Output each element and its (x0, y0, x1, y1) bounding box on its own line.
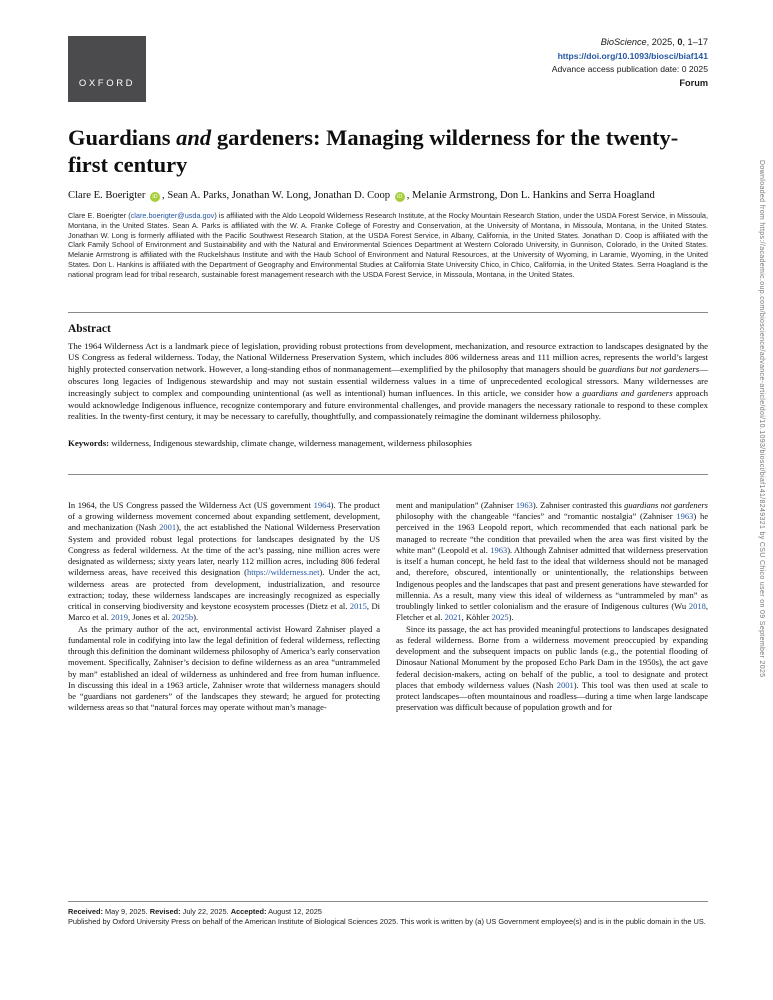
text-segment: , Fletcher et al. (396, 601, 708, 623)
history-line (68, 907, 708, 917)
text-segment: ), the act established the National Wilderness Preservation System and provided robust legal protections for landscapes designated by the US Congress as federal wilderness. At the time of the act’s passing, nine million acres were designated as wilderness; sixty years later, nearly 112 million acres, including 806 federal wilderness areas, have received this designation ( (68, 522, 380, 578)
inline-link[interactable]: 1963 (676, 511, 694, 522)
text-segment: , Jones et al. (127, 612, 172, 623)
page-content (68, 36, 708, 852)
text-segment: Clare E. Boerigter ( (68, 211, 131, 220)
text-segment: In 1964, the US Congress passed the Wilderness Act (US government (68, 499, 314, 510)
keywords-label: Keywords: (68, 438, 110, 449)
article-title (68, 124, 708, 178)
header (68, 36, 708, 102)
oxford-logo (68, 36, 146, 102)
body-columns (68, 500, 708, 852)
text-segment: Revised: (149, 907, 181, 916)
text-segment: ). (508, 612, 514, 623)
orcid-icon-label: iD (397, 194, 403, 200)
text-segment: ). (193, 612, 199, 623)
inline-link[interactable]: 2001 (556, 679, 574, 690)
text-segment: approach would acknowledge Indigenous influence, recognize contemporary and future environmental challenges, and provide managers the necessary rationale to respond to these complex realities. In the twenty-first century, it may be necessary to carefully, thoughtfully, and compassionately reimagine the dominant wilderness philosophy. (68, 387, 709, 422)
text-segment: ). Although Zahniser admitted that wilderness preservation is itself a human concept, he held fast to the ideal that wilderness should not be managed and, therefore, obscured, intentionally or unintentionally, the relationships between Indigenous peoples and the landscapes that past and present generations have stewarded for millennia. As a result, many view this ideal of wilderness as “untrammeled by man” as troublingly linked to settler colonialism and the erasure of Indigenous cultures (Wu (396, 544, 708, 612)
inline-link[interactable]: 2019 (110, 612, 128, 623)
inline-link[interactable]: 2018 (688, 601, 706, 612)
text-segment: and (176, 125, 212, 150)
inline-link[interactable]: 2001 (159, 522, 177, 533)
affiliations (68, 211, 708, 280)
footer (68, 901, 708, 927)
text-segment: ). This tool was then used at scale to protect landscapes—often mountainous and roadless—during a time when large landscape preservation was difficult because of population growth and for (396, 679, 708, 713)
text-segment: August 12, 2025 (266, 907, 322, 916)
text-segment: 0 (677, 37, 683, 47)
keywords-text: wilderness, Indigenous stewardship, climate change, wilderness management, wilderness philosophies (109, 438, 472, 449)
text-segment: Received: (68, 907, 103, 916)
text-segment: ) he perceived in the 1963 Leopold report, which recommended that each national park be managed to recreate “the condition that prevailed when the area was first visited by the white man” (Leopold et al. (396, 511, 708, 555)
authors-line (68, 190, 708, 202)
body-column-right (396, 500, 708, 852)
oxford-logo-text: OXFORD (78, 78, 136, 89)
text-segment: BioScience (600, 37, 647, 47)
text-segment: The 1964 Wilderness Act is a landmark piece of legislation, providing robust protections from development, mechanization, and resource extraction to landscapes designated by the US Congress as federal wilderness. Today, the National Wilderness Preservation System, which includes 806 wilderness areas and 111 million acres, represents the world’s largest highly protected conservation network. However, a long-standing ethos of nonmanagement—exemplified by the philosophy that managers should be (68, 340, 708, 375)
inline-link[interactable]: 2025b (171, 612, 194, 623)
abstract-text (68, 341, 708, 424)
journal-citation (552, 36, 708, 50)
body-paragraph (396, 500, 708, 624)
inline-link[interactable]: 1963 (515, 499, 533, 510)
body-paragraph (68, 624, 380, 714)
text-segment: , Di Marco et al. (68, 601, 380, 623)
text-segment: Guardians (68, 125, 177, 150)
inline-link[interactable]: clare.boerigter@usda.gov (130, 211, 215, 220)
download-watermark: Downloaded from https://academic.oup.com/bioscience/advance-article/doi/10.1093/biosci/biaf141/8249321 by CSU Chico user on 09 September 2025 (758, 160, 765, 678)
text-segment: ). Zahniser contrasted this (532, 499, 625, 510)
author-names: , Melanie Armstrong, Don L. Hankins and Serra Hoagland (406, 190, 655, 201)
inline-link[interactable]: 2015 (349, 601, 367, 612)
body-paragraph (396, 624, 708, 714)
text-segment: —obscures long legacies of Indigenous stewardship and may not sustain essential wilderness values in a time of unprecedented ecological stressors. Many wildernesses are increasingly subject to complex and compounding unintentional (as well as intentional) human influences. In this article, we consider how a (68, 364, 709, 398)
text-segment: gardeners: Managing wilderness for the twenty-first century (68, 125, 679, 177)
keywords-line (68, 438, 708, 450)
text-segment: Since its passage, the act has provided meaningful protections to landscapes designated as federal wilderness. Borne from a wilderness movement preoccupied by expanding development and the subsequent impacts on public lands (e.g., the potential flooding of Dinosaur National Monument by the proposed Echo Park Dam in the 1950s), the act gave federal decision-makers, acting on behalf of the public, a tool to designate and protect places that embody wilderness values (Nash (396, 623, 708, 690)
orcid-icon[interactable] (395, 192, 405, 202)
inline-link[interactable]: 2025 (491, 612, 509, 623)
abstract-heading: Abstract (68, 322, 111, 335)
text-segment: guardians and gardeners (582, 387, 673, 398)
publisher-line: Published by Oxford University Press on behalf of the American Institute of Biological Sciences 2025. This work is written by (a) US Government employee(s) and is in the public domain in the US. (68, 917, 706, 926)
text-segment: ). Under the act, wilderness areas are protected from development, industrialization, and resource extraction; today, these wilderness landscapes are increasingly recognized as especially critical in conserving biodiversity and keystone ecosystem processes (Dietz et al. (68, 567, 380, 612)
body-column-left (68, 500, 380, 852)
inline-link[interactable]: https://wilderness.net (246, 567, 320, 578)
doi-link[interactable]: https://doi.org/10.1093/biosci/biaf141 (557, 50, 708, 61)
text-segment: , 1–17 (682, 37, 708, 47)
abstract-section (68, 312, 708, 475)
inline-link[interactable]: 1963 (490, 544, 508, 555)
text-segment: ). The product of a growing wilderness movement concerned about expanding settlement, development, and mechanization (Nash (68, 499, 380, 533)
text-segment: As the primary author of the act, environmental activist Howard Zahniser played a fundamental role in codifying into law the legal definition of federal wilderness, reflecting through this definition the dominant wilderness philosophy of America’s early conservation movement. Specifically, Zahniser’s decision to define wilderness as an area “untrammeled by man” established an ideal of wilderness as unhindered and free from human influence. In discussing this ideal in a 1963 article, Zahniser wrote that wilderness managers should be “guardians not gardeners” of the landscapes they steward; he argued for protecting wilderness areas so that “natural forces may operate without man’s manage- (68, 623, 380, 713)
text-segment: ment and manipulation” (Zahniser (396, 499, 516, 510)
orcid-icon-label: iD (152, 194, 158, 200)
text-segment: Accepted: (230, 907, 267, 916)
text-segment: guardians but not gardeners (598, 364, 700, 375)
inline-link[interactable]: 2021 (444, 612, 462, 623)
text-segment: philosophy with the changeable “fancies” and “romantic nostalgia” (Zahniser (396, 511, 677, 522)
header-meta (552, 36, 708, 90)
text-segment: ) is affiliated with the Aldo Leopold Wilderness Research Institute, at the Rocky Mountain Research Station, under the USDA Forest Service, in Missoula, Montana, in the United States. Sean A. Parks is affiliated with the W. A. Franke College of Forestry and Conservation, at the University of Montana, in Missoula, Montana, in the United States. Jonathan W. Long is formerly affiliated with the Pacific Southwest Research Station, at the USDA Forest Service, in Albany, California, in the United States. Jonathan D. Coop is affiliated with the Clark Family School of Environment and Sustainability and with the Natural and Environmental Sciences Department at Western Colorado University, in Gunnison, Colorado, in the United States. Melanie Armstrong is affiliated with the Ruckelshaus Institute and with the Haub School of Environment and Natural Resources, at the University of Wyoming, in Laramie, Wyoming, in the United States. Don L. Hankins is affiliated with the Department of Geography and Environmental Studies at California State University Chico, in Chico, California, in the United States. Serra Hoagland is the national program lead for tribal research, sustainable forest management research with the USDA Forest Service, in Missoula, Montana, in the United States. (68, 211, 709, 279)
text-segment: , 2025, (646, 37, 678, 47)
body-paragraph (68, 500, 380, 624)
advance-access-line: Advance access publication date: 0 2025 (551, 64, 708, 74)
author-names: Clare E. Boerigter (68, 190, 149, 201)
section-label: Forum (679, 77, 708, 88)
text-segment: July 22, 2025. (180, 907, 231, 916)
text-segment: guardians not gardeners (624, 499, 708, 510)
text-segment: , Köhler (461, 612, 492, 623)
text-segment: May 9, 2025. (102, 907, 150, 916)
orcid-icon[interactable] (150, 192, 160, 202)
author-names: , Sean A. Parks, Jonathan W. Long, Jonathan D. Coop (162, 190, 393, 201)
inline-link[interactable]: 1964 (313, 499, 331, 510)
